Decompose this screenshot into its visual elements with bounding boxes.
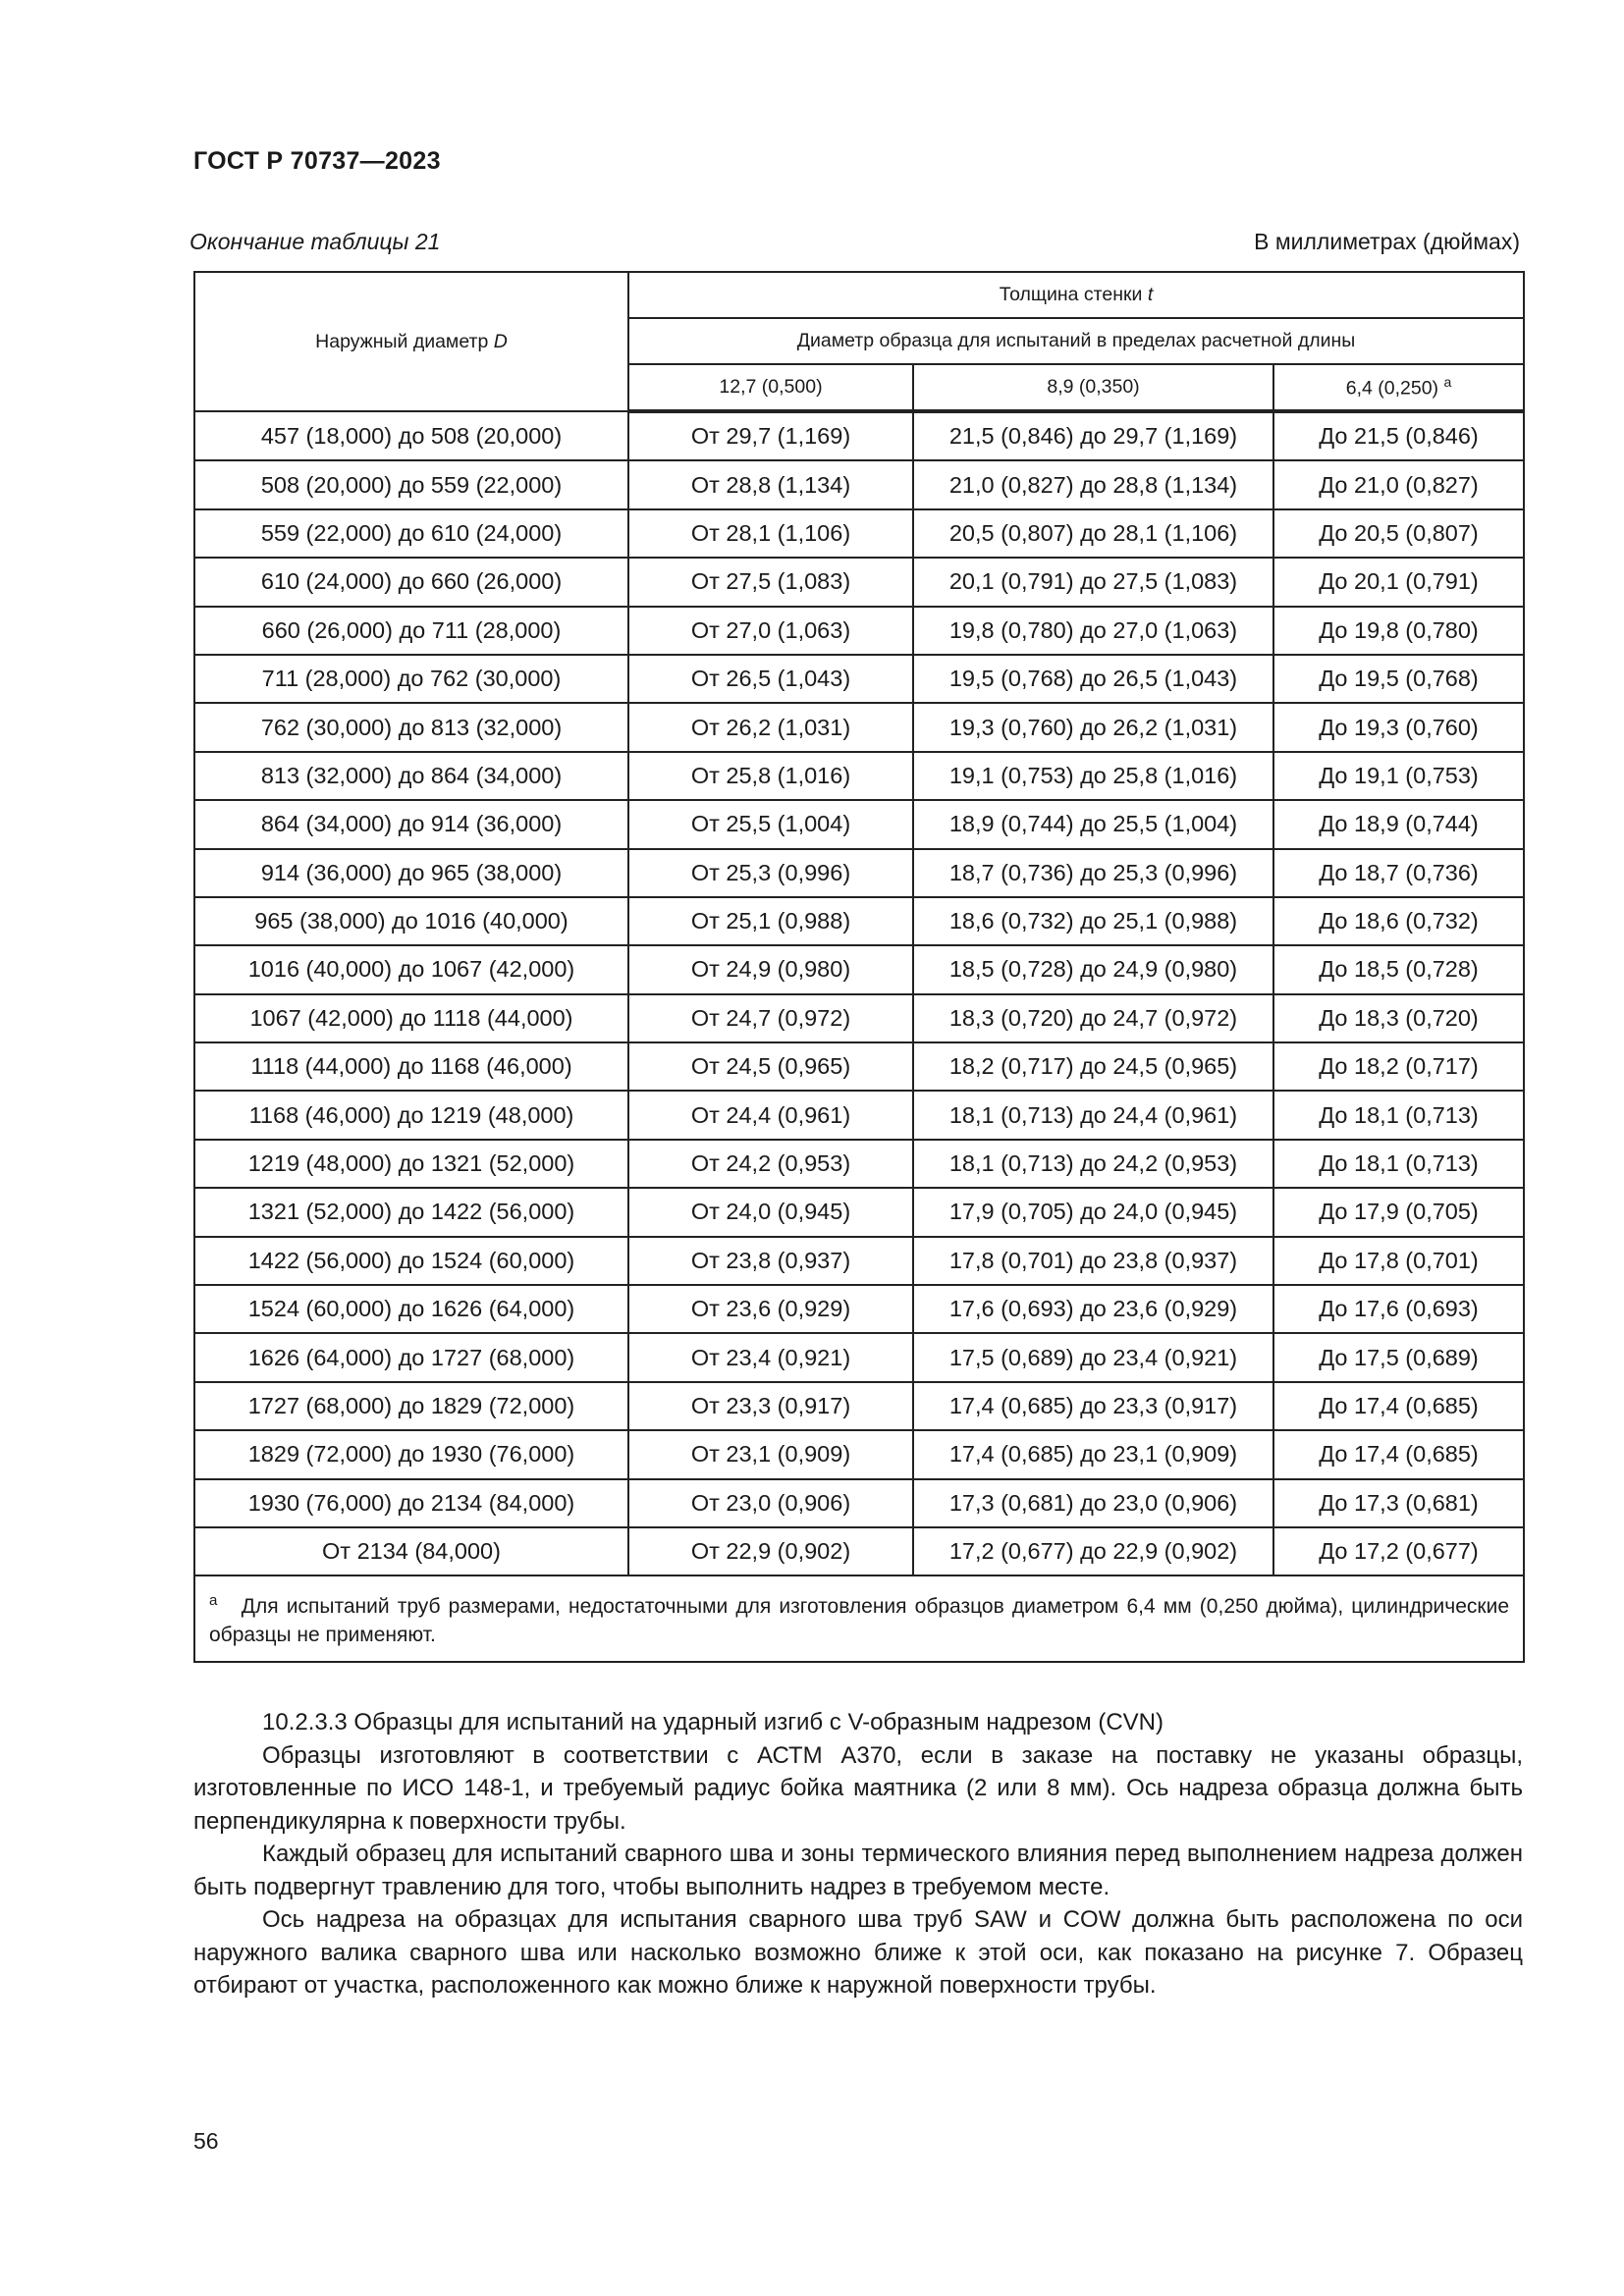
table-row [194, 1479, 1524, 1527]
cell-col-8-9: 21,5 (0,846) до 29,7 (1,169) [913, 411, 1273, 460]
cell-col-12-7: От 23,0 (0,906) [628, 1479, 913, 1527]
cell-col-8-9: 20,1 (0,791) до 27,5 (1,083) [913, 558, 1273, 606]
cell-col-12-7: От 29,7 (1,169) [628, 411, 913, 460]
footnote-mark: a [1443, 374, 1452, 391]
header-wall-thickness-label: Толщина стенки [999, 284, 1148, 305]
cell-col-12-7: От 24,5 (0,965) [628, 1042, 913, 1091]
cell-col-6-4: До 19,1 (0,753) [1273, 752, 1524, 800]
header-wall-thickness-symbol: t [1147, 284, 1154, 305]
table-row [194, 655, 1524, 703]
table-row [194, 849, 1524, 897]
cell-col-12-7: От 22,9 (0,902) [628, 1527, 913, 1575]
cell-col-12-7: От 27,5 (1,083) [628, 558, 913, 606]
cell-outer-diameter: 864 (34,000) до 914 (36,000) [194, 800, 628, 848]
cell-col-8-9: 18,6 (0,732) до 25,1 (0,988) [913, 897, 1273, 945]
cell-col-12-7: От 23,4 (0,921) [628, 1333, 913, 1381]
cell-col-8-9: 18,5 (0,728) до 24,9 (0,980) [913, 945, 1273, 993]
cell-col-6-4: До 21,0 (0,827) [1273, 460, 1524, 508]
body-paragraph: Ось надреза на образцах для испытания сварного шва труб SAW и COW должна быть расположена по оси наружного валика сварного шва или насколько возможно ближе к этой оси, как показано на рисунке 7. Образец отбирают от участка, расположенного как можно ближе к наружной поверхности трубы. [193, 1906, 1523, 1999]
cell-outer-diameter: 813 (32,000) до 864 (34,000) [194, 752, 628, 800]
header-outer-diameter [194, 272, 628, 411]
cell-outer-diameter: 1727 (68,000) до 1829 (72,000) [194, 1382, 628, 1430]
cell-col-12-7: От 24,9 (0,980) [628, 945, 913, 993]
cell-col-6-4: До 17,2 (0,677) [1273, 1527, 1524, 1575]
body-text [193, 1706, 1523, 2002]
cell-outer-diameter: 559 (22,000) до 610 (24,000) [194, 509, 628, 558]
cell-outer-diameter: 1118 (44,000) до 1168 (46,000) [194, 1042, 628, 1091]
header-col-6-4 [1273, 364, 1524, 411]
cell-col-8-9: 17,3 (0,681) до 23,0 (0,906) [913, 1479, 1273, 1527]
cell-col-6-4: До 18,9 (0,744) [1273, 800, 1524, 848]
table-row [194, 1333, 1524, 1381]
body-paragraph: Образцы изготовляют в соответствии с АСТМ А370, если в заказе на поставку не указаны образцы, изготовленные по ИСО 148-1, и требуемый радиус бойка маятника (2 или 8 мм). Ось надреза образца должна быть перпендикулярна к поверхности трубы. [193, 1741, 1523, 1835]
table-row [194, 509, 1524, 558]
cell-outer-diameter: 508 (20,000) до 559 (22,000) [194, 460, 628, 508]
cell-col-8-9: 17,4 (0,685) до 23,1 (0,909) [913, 1430, 1273, 1478]
cell-outer-diameter: 1219 (48,000) до 1321 (52,000) [194, 1140, 628, 1188]
table-row [194, 1042, 1524, 1091]
cell-outer-diameter: 1067 (42,000) до 1118 (44,000) [194, 994, 628, 1042]
cell-col-12-7: От 25,5 (1,004) [628, 800, 913, 848]
cell-col-8-9: 17,2 (0,677) до 22,9 (0,902) [913, 1527, 1273, 1575]
cell-outer-diameter: 1016 (40,000) до 1067 (42,000) [194, 945, 628, 993]
cell-col-8-9: 20,5 (0,807) до 28,1 (1,106) [913, 509, 1273, 558]
cell-col-8-9: 18,9 (0,744) до 25,5 (1,004) [913, 800, 1273, 848]
cell-outer-diameter: 1168 (46,000) до 1219 (48,000) [194, 1091, 628, 1139]
header-wall-thickness [628, 272, 1524, 318]
cell-col-6-4: До 20,5 (0,807) [1273, 509, 1524, 558]
cell-col-8-9: 19,1 (0,753) до 25,8 (1,016) [913, 752, 1273, 800]
header-specimen-diameter: Диаметр образца для испытаний в пределах расчетной длины [628, 318, 1524, 364]
table-footnote [194, 1575, 1524, 1662]
cell-col-8-9: 18,3 (0,720) до 24,7 (0,972) [913, 994, 1273, 1042]
table-row [194, 1285, 1524, 1333]
cell-col-12-7: От 26,5 (1,043) [628, 655, 913, 703]
table-row [194, 1237, 1524, 1285]
cell-col-6-4: До 17,6 (0,693) [1273, 1285, 1524, 1333]
table-row [194, 1140, 1524, 1188]
cell-outer-diameter: 610 (24,000) до 660 (26,000) [194, 558, 628, 606]
cell-col-6-4: До 17,4 (0,685) [1273, 1430, 1524, 1478]
cell-outer-diameter: 762 (30,000) до 813 (32,000) [194, 703, 628, 751]
cell-col-8-9: 17,8 (0,701) до 23,8 (0,937) [913, 1237, 1273, 1285]
cell-col-12-7: От 28,1 (1,106) [628, 509, 913, 558]
cell-col-6-4: До 17,3 (0,681) [1273, 1479, 1524, 1527]
cell-outer-diameter: 1930 (76,000) до 2134 (84,000) [194, 1479, 628, 1527]
table-row [194, 558, 1524, 606]
table-row [194, 703, 1524, 751]
cell-col-12-7: От 25,8 (1,016) [628, 752, 913, 800]
cell-col-12-7: От 25,1 (0,988) [628, 897, 913, 945]
cell-col-8-9: 18,2 (0,717) до 24,5 (0,965) [913, 1042, 1273, 1091]
units-caption: В миллиметрах (дюймах) [1254, 229, 1520, 254]
cell-outer-diameter: 457 (18,000) до 508 (20,000) [194, 411, 628, 460]
table-row [194, 752, 1524, 800]
cell-col-6-4: До 18,7 (0,736) [1273, 849, 1524, 897]
table-continuation-caption: Окончание таблицы 21 [189, 229, 441, 254]
table-body [194, 411, 1524, 1575]
cell-col-6-4: До 20,1 (0,791) [1273, 558, 1524, 606]
table-row [194, 411, 1524, 460]
table-row [194, 1188, 1524, 1236]
cell-col-6-4: До 17,9 (0,705) [1273, 1188, 1524, 1236]
table-row [194, 897, 1524, 945]
cell-col-12-7: От 24,0 (0,945) [628, 1188, 913, 1236]
table-row [194, 1091, 1524, 1139]
table-row [194, 607, 1524, 655]
cell-col-6-4: До 17,8 (0,701) [1273, 1237, 1524, 1285]
cell-outer-diameter: 1829 (72,000) до 1930 (76,000) [194, 1430, 628, 1478]
cell-col-12-7: От 26,2 (1,031) [628, 703, 913, 751]
cell-col-12-7: От 23,8 (0,937) [628, 1237, 913, 1285]
cell-col-8-9: 17,9 (0,705) до 24,0 (0,945) [913, 1188, 1273, 1236]
cell-col-6-4: До 19,3 (0,760) [1273, 703, 1524, 751]
footnote-mark: a [209, 1592, 218, 1610]
cell-outer-diameter: 1321 (52,000) до 1422 (56,000) [194, 1188, 628, 1236]
cell-col-6-4: До 21,5 (0,846) [1273, 411, 1524, 460]
cell-outer-diameter: 1422 (56,000) до 1524 (60,000) [194, 1237, 628, 1285]
cell-col-8-9: 18,7 (0,736) до 25,3 (0,996) [913, 849, 1273, 897]
cell-col-6-4: До 18,2 (0,717) [1273, 1042, 1524, 1091]
cell-col-8-9: 17,6 (0,693) до 23,6 (0,929) [913, 1285, 1273, 1333]
table-row [194, 1430, 1524, 1478]
cell-col-12-7: От 23,3 (0,917) [628, 1382, 913, 1430]
cell-col-8-9: 18,1 (0,713) до 24,2 (0,953) [913, 1140, 1273, 1188]
cell-outer-diameter: 1524 (60,000) до 1626 (64,000) [194, 1285, 628, 1333]
header-outer-diameter-symbol: D [493, 330, 508, 352]
document-code: ГОСТ Р 70737—2023 [193, 147, 441, 175]
cell-col-6-4: До 17,4 (0,685) [1273, 1382, 1524, 1430]
specimen-diameter-table [193, 271, 1525, 1663]
cell-outer-diameter: 1626 (64,000) до 1727 (68,000) [194, 1333, 628, 1381]
cell-col-8-9: 17,4 (0,685) до 23,3 (0,917) [913, 1382, 1273, 1430]
table-row [194, 460, 1524, 508]
table-row [194, 1382, 1524, 1430]
header-col-8-9: 8,9 (0,350) [913, 364, 1273, 411]
table-row [194, 800, 1524, 848]
cell-col-8-9: 19,3 (0,760) до 26,2 (1,031) [913, 703, 1273, 751]
cell-col-8-9: 17,5 (0,689) до 23,4 (0,921) [913, 1333, 1273, 1381]
cell-col-6-4: До 18,6 (0,732) [1273, 897, 1524, 945]
body-paragraph: Каждый образец для испытаний сварного шва и зоны термического влияния перед выполнением надреза должен быть подвергнут травлению для того, чтобы выполнить надрез в требуемом месте. [193, 1841, 1523, 1900]
cell-col-6-4: До 18,5 (0,728) [1273, 945, 1524, 993]
cell-outer-diameter: 660 (26,000) до 711 (28,000) [194, 607, 628, 655]
header-outer-diameter-label: Наружный диаметр [315, 330, 494, 352]
header-col-12-7: 12,7 (0,500) [628, 364, 913, 411]
cell-col-6-4: До 19,8 (0,780) [1273, 607, 1524, 655]
cell-col-12-7: От 23,6 (0,929) [628, 1285, 913, 1333]
header-col-6-4-label: 6,4 (0,250) [1345, 377, 1444, 400]
cell-col-6-4: До 18,1 (0,713) [1273, 1091, 1524, 1139]
cell-outer-diameter: 711 (28,000) до 762 (30,000) [194, 655, 628, 703]
cell-col-12-7: От 24,4 (0,961) [628, 1091, 913, 1139]
cell-col-6-4: До 18,1 (0,713) [1273, 1140, 1524, 1188]
cell-col-8-9: 19,8 (0,780) до 27,0 (1,063) [913, 607, 1273, 655]
cell-col-12-7: От 24,7 (0,972) [628, 994, 913, 1042]
cell-outer-diameter: От 2134 (84,000) [194, 1527, 628, 1575]
cell-col-8-9: 19,5 (0,768) до 26,5 (1,043) [913, 655, 1273, 703]
cell-col-12-7: От 23,1 (0,909) [628, 1430, 913, 1478]
cell-col-12-7: От 25,3 (0,996) [628, 849, 913, 897]
cell-col-8-9: 21,0 (0,827) до 28,8 (1,134) [913, 460, 1273, 508]
cell-col-12-7: От 28,8 (1,134) [628, 460, 913, 508]
cell-col-12-7: От 24,2 (0,953) [628, 1140, 913, 1188]
section-heading: 10.2.3.3 Образцы для испытаний на ударный изгиб с V-образным надрезом (CVN) [262, 1709, 1164, 1735]
table-row [194, 945, 1524, 993]
page-number: 56 [193, 2128, 219, 2154]
cell-outer-diameter: 965 (38,000) до 1016 (40,000) [194, 897, 628, 945]
cell-col-6-4: До 19,5 (0,768) [1273, 655, 1524, 703]
cell-col-12-7: От 27,0 (1,063) [628, 607, 913, 655]
footnote-text: Для испытаний труб размерами, недостаточными для изготовления образцов диаметром 6,4 мм (0,250 дюйма), цилиндрические образцы не применяют. [209, 1595, 1510, 1647]
cell-col-6-4: До 18,3 (0,720) [1273, 994, 1524, 1042]
table-row [194, 1527, 1524, 1575]
cell-col-6-4: До 17,5 (0,689) [1273, 1333, 1524, 1381]
table-row [194, 994, 1524, 1042]
cell-col-8-9: 18,1 (0,713) до 24,4 (0,961) [913, 1091, 1273, 1139]
table-head [194, 272, 1524, 411]
cell-outer-diameter: 914 (36,000) до 965 (38,000) [194, 849, 628, 897]
